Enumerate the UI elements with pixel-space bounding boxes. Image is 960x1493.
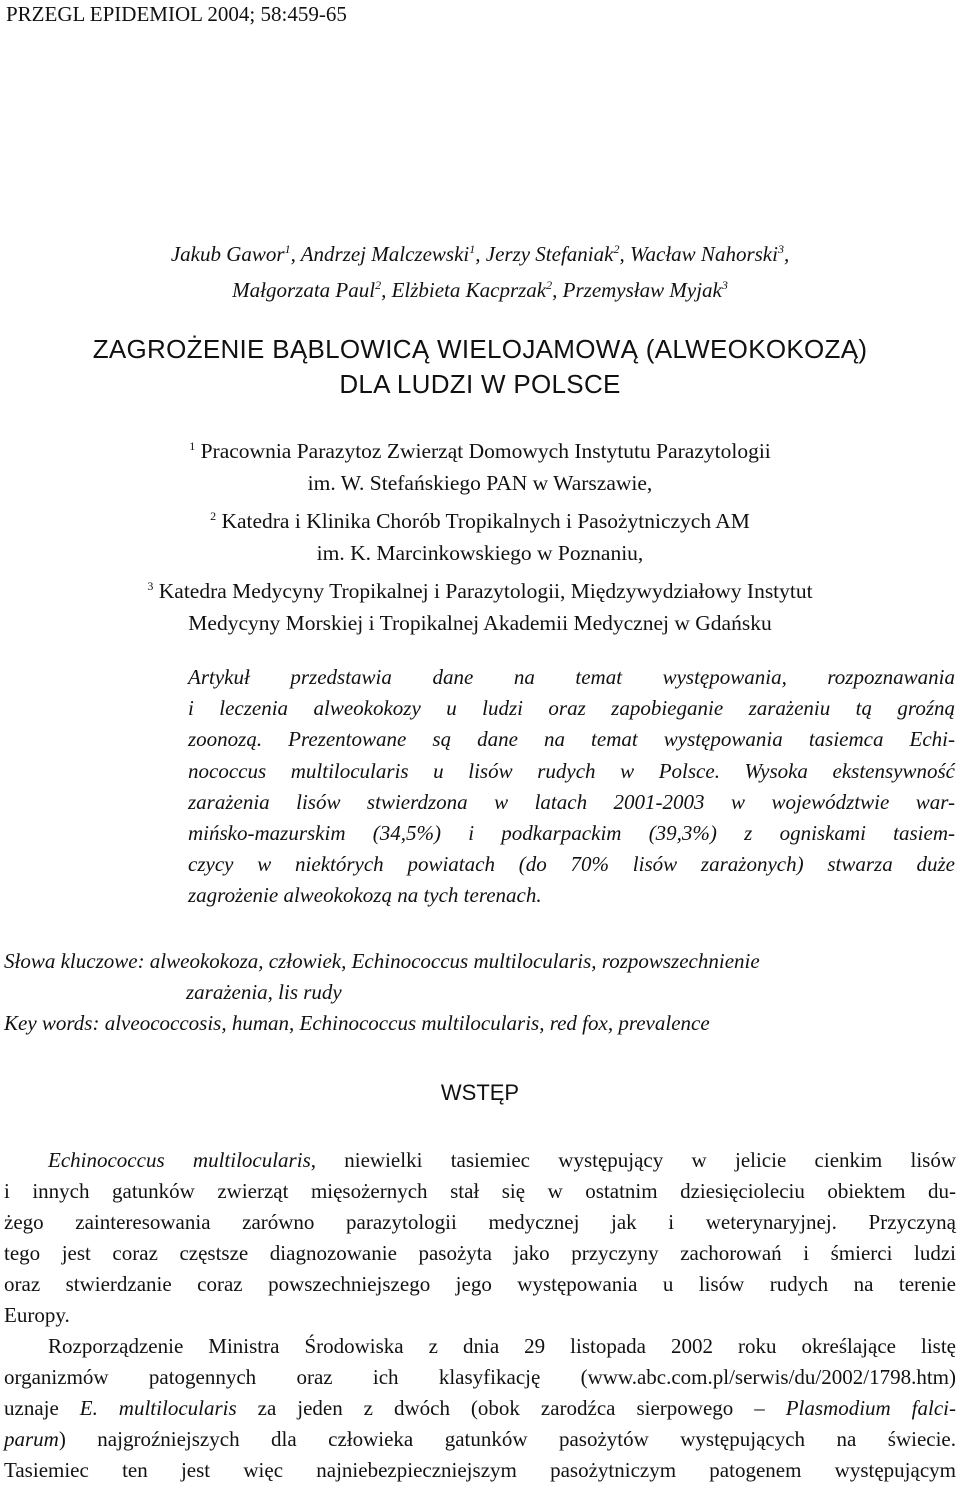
affiliation-text: Pracownia Parazytoz Zwierząt Domowych Instytutu Parazytologii <box>200 439 771 464</box>
affiliations <box>0 430 960 639</box>
abstract-line: zoonozą. Prezentowane są dane na temat występowania tasiemca Echi- <box>188 727 955 752</box>
keywords-polish-continued: zarażenia, lis rudy <box>186 980 342 1004</box>
author-affiliation-mark: 2 <box>375 278 382 292</box>
author-name: Przemysław Myjak <box>562 278 722 302</box>
author-name: Wacław Nahorski <box>629 242 778 266</box>
species-name: Echinococcus multilocularis <box>48 1148 311 1172</box>
paragraph-line <box>4 1393 956 1424</box>
affiliation-line: Medycyny Morskiej i Tropikalnej Akademii Medycznej w Gdańsku <box>188 610 772 635</box>
paragraph-line: i innych gatunków zwierząt mięsożernych stał się w ostatnim dziesięcioleciu obiektem du- <box>4 1179 956 1203</box>
journal-citation: PRZEGL EPIDEMIOL 2004; 58:459-65 <box>6 2 347 26</box>
paragraph-line: oraz stwierdzanie coraz powszechniejszego jego występowania u lisów rudych na terenie <box>4 1272 956 1296</box>
paragraph-line: żego zainteresowania zarówno parazytologii medycznej jak i weterynaryjnej. Przyczyną <box>4 1210 956 1234</box>
keywords-polish: Słowa kluczowe: alweokokoza, człowiek, Echinococcus multilocularis, rozpowszechnienie <box>4 949 760 973</box>
author-affiliation-mark: 2 <box>546 278 553 292</box>
abstract-line: czycy w niektórych powiatach (do 70% lisów zarażonych) stwarza duże <box>188 852 955 877</box>
text-run: ) najgroźniejszych dla człowieka gatunków pasożytów występujących na świecie. <box>58 1427 956 1451</box>
section-heading: WSTĘP <box>440 1080 520 1105</box>
affiliation-line <box>0 430 960 467</box>
affiliation-mark: 1 <box>189 439 196 453</box>
paragraph-line <box>4 1424 956 1455</box>
affiliation-mark: 3 <box>147 578 154 593</box>
affiliation-line: im. W. Stefańskiego PAN w Warszawie, <box>307 471 653 496</box>
affiliation-text: Katedra Medycyny Tropikalnej i Parazytologii, Międzywydziałowy Instytut <box>158 578 813 603</box>
author-affiliation-mark: 1 <box>284 242 291 256</box>
paper-title <box>0 332 960 402</box>
abstract-line: i leczenia alweokokozy u ludzi oraz zapobieganie zarażeniu tą groźną <box>188 696 955 721</box>
author-affiliation-mark: 3 <box>777 242 784 256</box>
author-name: Andrzej Malczewski <box>300 242 470 266</box>
title-line-2: DLA LUDZI W POLSCE <box>339 369 621 399</box>
affiliation-mark: 2 <box>210 508 217 523</box>
affiliation-text: Katedra i Klinika Chorób Tropikalnych i Pasożytniczych AM <box>221 508 750 533</box>
abstract-line: nococcus multilocularis u lisów rudych w Polsce. Wysoka ekstensywność <box>188 758 955 783</box>
text-run: za jeden z dwóch (obok zarodźca sierpowego – <box>236 1396 786 1420</box>
species-name: parum <box>4 1427 59 1451</box>
paragraph-line: Tasiemiec ten jest więc najniebezpieczniejszym pasożytniczym patogenem występującym <box>4 1458 956 1482</box>
species-name: Plasmodium falci- <box>785 1396 956 1420</box>
abstract-line: mińsko-mazurskim (34,5%) i podkarpackim (39,3%) z ogniskami tasiem- <box>188 821 955 846</box>
affiliation-line <box>0 570 960 607</box>
paragraph-line: tego jest coraz częstsze diagnozowanie pasożyta jako przyczyny zachorowań i śmierci ludzi <box>4 1241 956 1265</box>
author-name: Elżbieta Kacprzak <box>391 278 547 302</box>
affiliation-line <box>0 500 960 537</box>
abstract-line: zagrożenie alweokokozą na tych terenach. <box>188 883 542 908</box>
author-name: Jakub Gawor <box>170 242 285 266</box>
keywords <box>4 946 956 1039</box>
author-list <box>0 234 960 306</box>
author-affiliation-mark: 3 <box>721 278 728 292</box>
author-affiliation-mark: 2 <box>613 242 620 256</box>
abstract-line: Artykuł przedstawia dane na temat występowania, rozpoznawania <box>188 665 955 689</box>
keywords-english: Key words: alveococcosis, human, Echinococcus multilocularis, red fox, prevalence <box>4 1011 710 1035</box>
author-line-1: Jakub Gawor$^1$, Andrzej Malczewski$^1$, Jerzy Stefaniak$^2$, Wacław Nahorski$^3$, <box>170 242 790 266</box>
text-run: , niewielki tasiemiec występujący w jelicie cienkim lisów <box>310 1148 956 1172</box>
paragraph-line: Rozporządzenie Ministra Środowiska z dnia 29 listopada 2002 roku określające listę <box>48 1334 956 1358</box>
title-line-1: ZAGROŻENIE BĄBLOWICĄ WIELOJAMOWĄ (ALWEOKOKOZĄ) <box>92 334 868 364</box>
author-affiliation-mark: 1 <box>469 242 476 256</box>
abstract <box>188 662 955 912</box>
author-line-2: Małgorzata Paul$^2$, Elżbieta Kacprzak$^2$, Przemysław Myjak$^3$ <box>232 278 728 302</box>
paragraph-line: Europy. <box>4 1303 70 1327</box>
paragraph-line: organizmów patogennych oraz ich klasyfikację (www.abc.com.pl/serwis/du/2002/1798.htm) <box>4 1365 956 1389</box>
affiliation-line: im. K. Marcinkowskiego w Poznaniu, <box>316 541 644 566</box>
author-name: Małgorzata Paul <box>232 278 376 302</box>
paragraph-line <box>4 1145 956 1176</box>
text-run: uznaje <box>4 1396 80 1420</box>
abstract-line: zarażenia lisów stwierdzona w latach 2001-2003 w województwie war- <box>188 789 955 814</box>
body-text <box>4 1145 956 1486</box>
author-name: Jerzy Stefaniak <box>485 242 614 266</box>
species-name: E. multilocularis <box>79 1396 237 1420</box>
